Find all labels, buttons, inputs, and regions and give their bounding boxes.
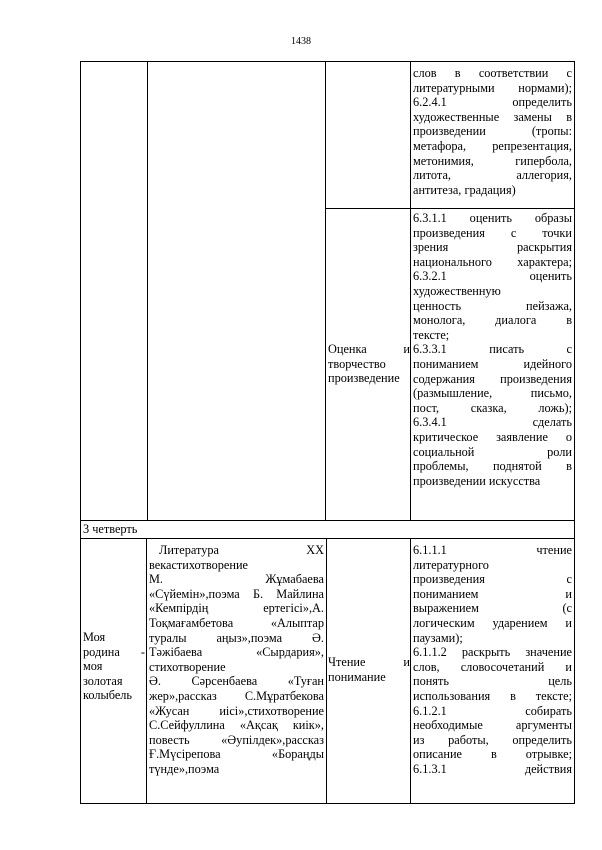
- text-line: [413, 704, 572, 719]
- word: описание: [413, 747, 462, 762]
- row1-goals-cell: [413, 66, 572, 197]
- text-line: [413, 372, 572, 387]
- word: художественные: [413, 109, 500, 124]
- word: собирать: [525, 703, 572, 718]
- word: с: [510, 225, 517, 240]
- word: действия: [524, 761, 572, 776]
- text-line: литературного: [413, 557, 489, 572]
- word: оценить: [469, 211, 513, 225]
- word: и: [565, 615, 572, 630]
- word: сделать: [532, 415, 572, 430]
- word: 6.1.1.1: [413, 543, 447, 557]
- text-line: [149, 601, 324, 616]
- word: в: [454, 66, 461, 80]
- col3-left-border-upper: [325, 61, 326, 521]
- col4-left-border-lower: [410, 538, 411, 804]
- text-line: [413, 572, 572, 587]
- word: Тоқмағамбетова: [149, 615, 234, 630]
- text-line: [413, 139, 572, 154]
- word: произведения: [413, 225, 485, 240]
- text-line: тексте;: [413, 327, 450, 342]
- word: монолога,: [413, 313, 466, 328]
- word: Чтение: [328, 655, 366, 669]
- text-line: [149, 704, 324, 719]
- quarter-row-top-border: [80, 520, 575, 521]
- word: метонимия,: [413, 153, 474, 168]
- word: и: [403, 342, 410, 356]
- word: пониманием: [413, 586, 479, 601]
- text-line: [328, 655, 410, 670]
- word: точки: [542, 225, 572, 240]
- table-top-border: [80, 61, 575, 62]
- text-line: произведении искусства: [413, 473, 541, 488]
- text-line: [413, 95, 572, 110]
- word: социальной: [413, 444, 475, 459]
- word: М.: [149, 572, 164, 587]
- word: значение: [525, 645, 572, 660]
- row2-goals-cell: [413, 211, 572, 488]
- text-line: [413, 269, 572, 284]
- word: «Сырдария»,: [256, 645, 324, 660]
- row3-goals-cell: [413, 543, 572, 777]
- word: проблемы,: [413, 459, 469, 474]
- word: и: [565, 586, 572, 601]
- word: 6.3.4.1: [413, 415, 447, 430]
- word: цель: [548, 674, 572, 689]
- word: 6.1.2.1: [413, 703, 447, 718]
- text-line: [413, 110, 572, 125]
- word: отрывке;: [525, 747, 572, 762]
- word: роли: [547, 444, 572, 459]
- word: слов,: [413, 659, 440, 674]
- word: литературными: [413, 80, 495, 95]
- text-line: [149, 616, 324, 631]
- word: нормами);: [518, 80, 572, 95]
- word: (с: [562, 601, 572, 616]
- word: словосочетаний: [460, 659, 545, 674]
- word: необходимые: [413, 718, 483, 733]
- text-line: моя: [83, 659, 103, 674]
- word: оценить: [529, 269, 572, 284]
- text-line: [413, 430, 572, 445]
- word: репрезентация,: [492, 138, 572, 153]
- word: 6.1.1.2: [413, 645, 447, 660]
- text-line: [149, 747, 324, 762]
- word: раскрытия: [516, 240, 572, 255]
- row3-top-border: [80, 538, 575, 539]
- word: (размышление,: [413, 386, 493, 401]
- table-bottom-border: [80, 803, 575, 804]
- text-line: Моя: [83, 630, 106, 644]
- word: использования: [413, 688, 491, 703]
- word: 6.2.4.1: [413, 95, 447, 110]
- text-line: понимание: [328, 669, 386, 684]
- word: повесть: [149, 732, 190, 747]
- word: образы: [534, 211, 572, 225]
- word: раскрыть: [461, 645, 511, 660]
- row2-top-border: [325, 208, 575, 209]
- word: «Жусан: [149, 703, 190, 718]
- text-line: [413, 718, 572, 733]
- word: ценность: [413, 298, 462, 313]
- word: поднятой: [492, 459, 542, 474]
- word: диалога: [495, 313, 537, 328]
- word: пейзажа,: [526, 298, 572, 313]
- text-line: паузами);: [413, 630, 463, 645]
- word: 6.3.1.1: [413, 211, 447, 225]
- word: и: [565, 659, 572, 674]
- text-line: [413, 601, 572, 616]
- word: жер»,рассказ: [149, 688, 217, 703]
- word: 6.3.3.1: [413, 342, 447, 357]
- word: в: [490, 747, 497, 762]
- col4-left-border-upper: [410, 61, 411, 521]
- word: Б.: [252, 586, 264, 601]
- quarter-label: 3 четверть: [83, 522, 138, 536]
- text-line: [413, 386, 572, 401]
- word: Тәжібаева: [149, 645, 203, 660]
- word: Сәрсенбаева: [191, 674, 258, 689]
- word: киік»,: [292, 718, 324, 733]
- text-line: [413, 733, 572, 748]
- word: ударением: [492, 615, 548, 630]
- text-line: творчество: [328, 356, 386, 371]
- row2-section-cell: [328, 342, 410, 386]
- text-line: [413, 342, 572, 357]
- text-line: [149, 543, 324, 558]
- text-line: [413, 445, 572, 460]
- word: гипербола,: [515, 153, 572, 168]
- text-line: [413, 255, 572, 270]
- word: определить: [512, 732, 572, 747]
- text-line: [413, 81, 572, 96]
- word: с: [566, 66, 572, 80]
- word: Майлина: [276, 586, 324, 601]
- text-line: [413, 357, 572, 372]
- text-line: [413, 415, 572, 430]
- word: содержания: [413, 371, 475, 386]
- word: национального: [413, 254, 492, 269]
- word: критическое: [413, 429, 479, 444]
- text-line: [413, 211, 572, 226]
- word: произведения: [413, 572, 485, 587]
- word: в: [510, 688, 516, 703]
- word: аллегория,: [516, 168, 572, 183]
- word: Оценка: [328, 342, 367, 356]
- word: о: [565, 429, 572, 444]
- text-line: [413, 645, 572, 660]
- word: Ғ.Мүсірепова: [149, 747, 221, 762]
- word: с: [566, 342, 572, 357]
- row3-topic-cell: [83, 630, 145, 703]
- word: в: [566, 109, 572, 124]
- word: «Кемпірдің: [149, 601, 209, 616]
- text-line: векастихотворение: [149, 557, 248, 572]
- text-line: антитеза, градация): [413, 182, 516, 197]
- text-line: [413, 154, 572, 169]
- text-line: [149, 689, 324, 704]
- text-line: [328, 342, 410, 357]
- text-line: [413, 587, 572, 602]
- text-line: [413, 401, 572, 416]
- word: замены: [513, 109, 552, 124]
- page-number: 1438: [291, 36, 311, 47]
- word: ложь);: [538, 400, 572, 415]
- word: «Бораңды: [271, 747, 324, 762]
- word: выражением: [413, 601, 479, 616]
- text-line: [149, 572, 324, 587]
- col2-left-border-upper: [147, 61, 148, 521]
- text-line: золотая: [83, 673, 123, 688]
- word: чтение: [536, 543, 572, 557]
- text-line: [149, 718, 324, 733]
- word: метафора,: [413, 138, 467, 153]
- text-line: [149, 733, 324, 748]
- word: в: [566, 313, 572, 328]
- word: ертегісі»,А.: [263, 601, 324, 616]
- text-line: [149, 587, 324, 602]
- text-line: [413, 762, 572, 777]
- word: характера;: [517, 254, 572, 269]
- word: идейного: [523, 356, 572, 371]
- word: логическим: [413, 615, 475, 630]
- word: иісі»,стихотворение: [219, 703, 324, 718]
- word: 6.3.2.1: [413, 269, 447, 284]
- text-line: [413, 459, 572, 474]
- word: «Алыптар: [270, 615, 324, 630]
- word: из: [413, 732, 425, 747]
- word: тексте;: [535, 688, 572, 703]
- word: С.Мұратбекова: [244, 688, 324, 703]
- text-line: [413, 660, 572, 675]
- text-line: [413, 168, 572, 183]
- text-line: [413, 689, 572, 704]
- text-line: стихотворение: [149, 659, 226, 674]
- text-line: [413, 747, 572, 762]
- word: слов: [413, 66, 437, 80]
- word: произведении: [413, 124, 486, 139]
- word: с: [566, 572, 572, 587]
- text-line: произведение: [328, 371, 400, 386]
- word: «Әупілдек»,рассказ: [221, 732, 324, 747]
- word: письмо,: [530, 386, 572, 401]
- word: произведения: [500, 371, 572, 386]
- word: (тропы:: [531, 124, 572, 139]
- word: «Туған: [287, 674, 324, 689]
- text-line: түнде»,поэма: [149, 761, 220, 776]
- word: Жұмабаева: [265, 572, 324, 587]
- text-line: [149, 645, 324, 660]
- word: пониманием: [413, 356, 479, 371]
- text-line: [149, 631, 324, 646]
- row3-section-cell: [328, 655, 410, 684]
- word: пост,: [413, 400, 440, 415]
- word: 6.1.3.1: [413, 761, 447, 776]
- word: понять: [413, 674, 449, 689]
- word: Ә.: [312, 630, 324, 645]
- word: заявление: [496, 429, 548, 444]
- text-line: [413, 674, 572, 689]
- col2-left-border-lower: [146, 538, 147, 804]
- text-line: [83, 645, 145, 660]
- word: «Сүйемін»,поэма: [149, 586, 240, 601]
- text-line: [413, 616, 572, 631]
- word: писать: [489, 342, 525, 357]
- col1-left-border: [80, 61, 81, 804]
- word: С.Сейфуллина: [149, 718, 225, 733]
- word: работы,: [448, 732, 489, 747]
- col3-left-border-lower: [326, 538, 327, 804]
- word: -: [140, 644, 145, 659]
- text-line: [413, 313, 572, 328]
- text-line: [149, 674, 324, 689]
- word: литота,: [413, 168, 451, 183]
- word: в: [566, 459, 572, 474]
- word: сказка,: [470, 400, 507, 415]
- word: аңыз»,поэма: [216, 630, 283, 645]
- text-line: [413, 124, 572, 139]
- word: зрения: [413, 240, 449, 255]
- text-line: колыбель: [83, 688, 133, 703]
- table-right-border: [574, 61, 575, 804]
- word: определить: [512, 95, 572, 110]
- word: «Ақсақ: [239, 718, 278, 733]
- text-line: художественную: [413, 283, 501, 298]
- text-line: [413, 226, 572, 241]
- text-line: [413, 240, 572, 255]
- word: туралы: [149, 630, 187, 645]
- word: и: [403, 655, 410, 669]
- text-line: [413, 543, 572, 558]
- row3-literature-cell: [149, 543, 324, 777]
- word: родина: [83, 644, 120, 659]
- word: Ә.: [149, 674, 161, 689]
- word: Литература: [159, 543, 220, 557]
- word: соответствии: [478, 66, 549, 80]
- text-line: [413, 66, 572, 81]
- word: XX: [306, 543, 324, 557]
- text-line: [413, 299, 572, 314]
- word: аргументы: [515, 718, 572, 733]
